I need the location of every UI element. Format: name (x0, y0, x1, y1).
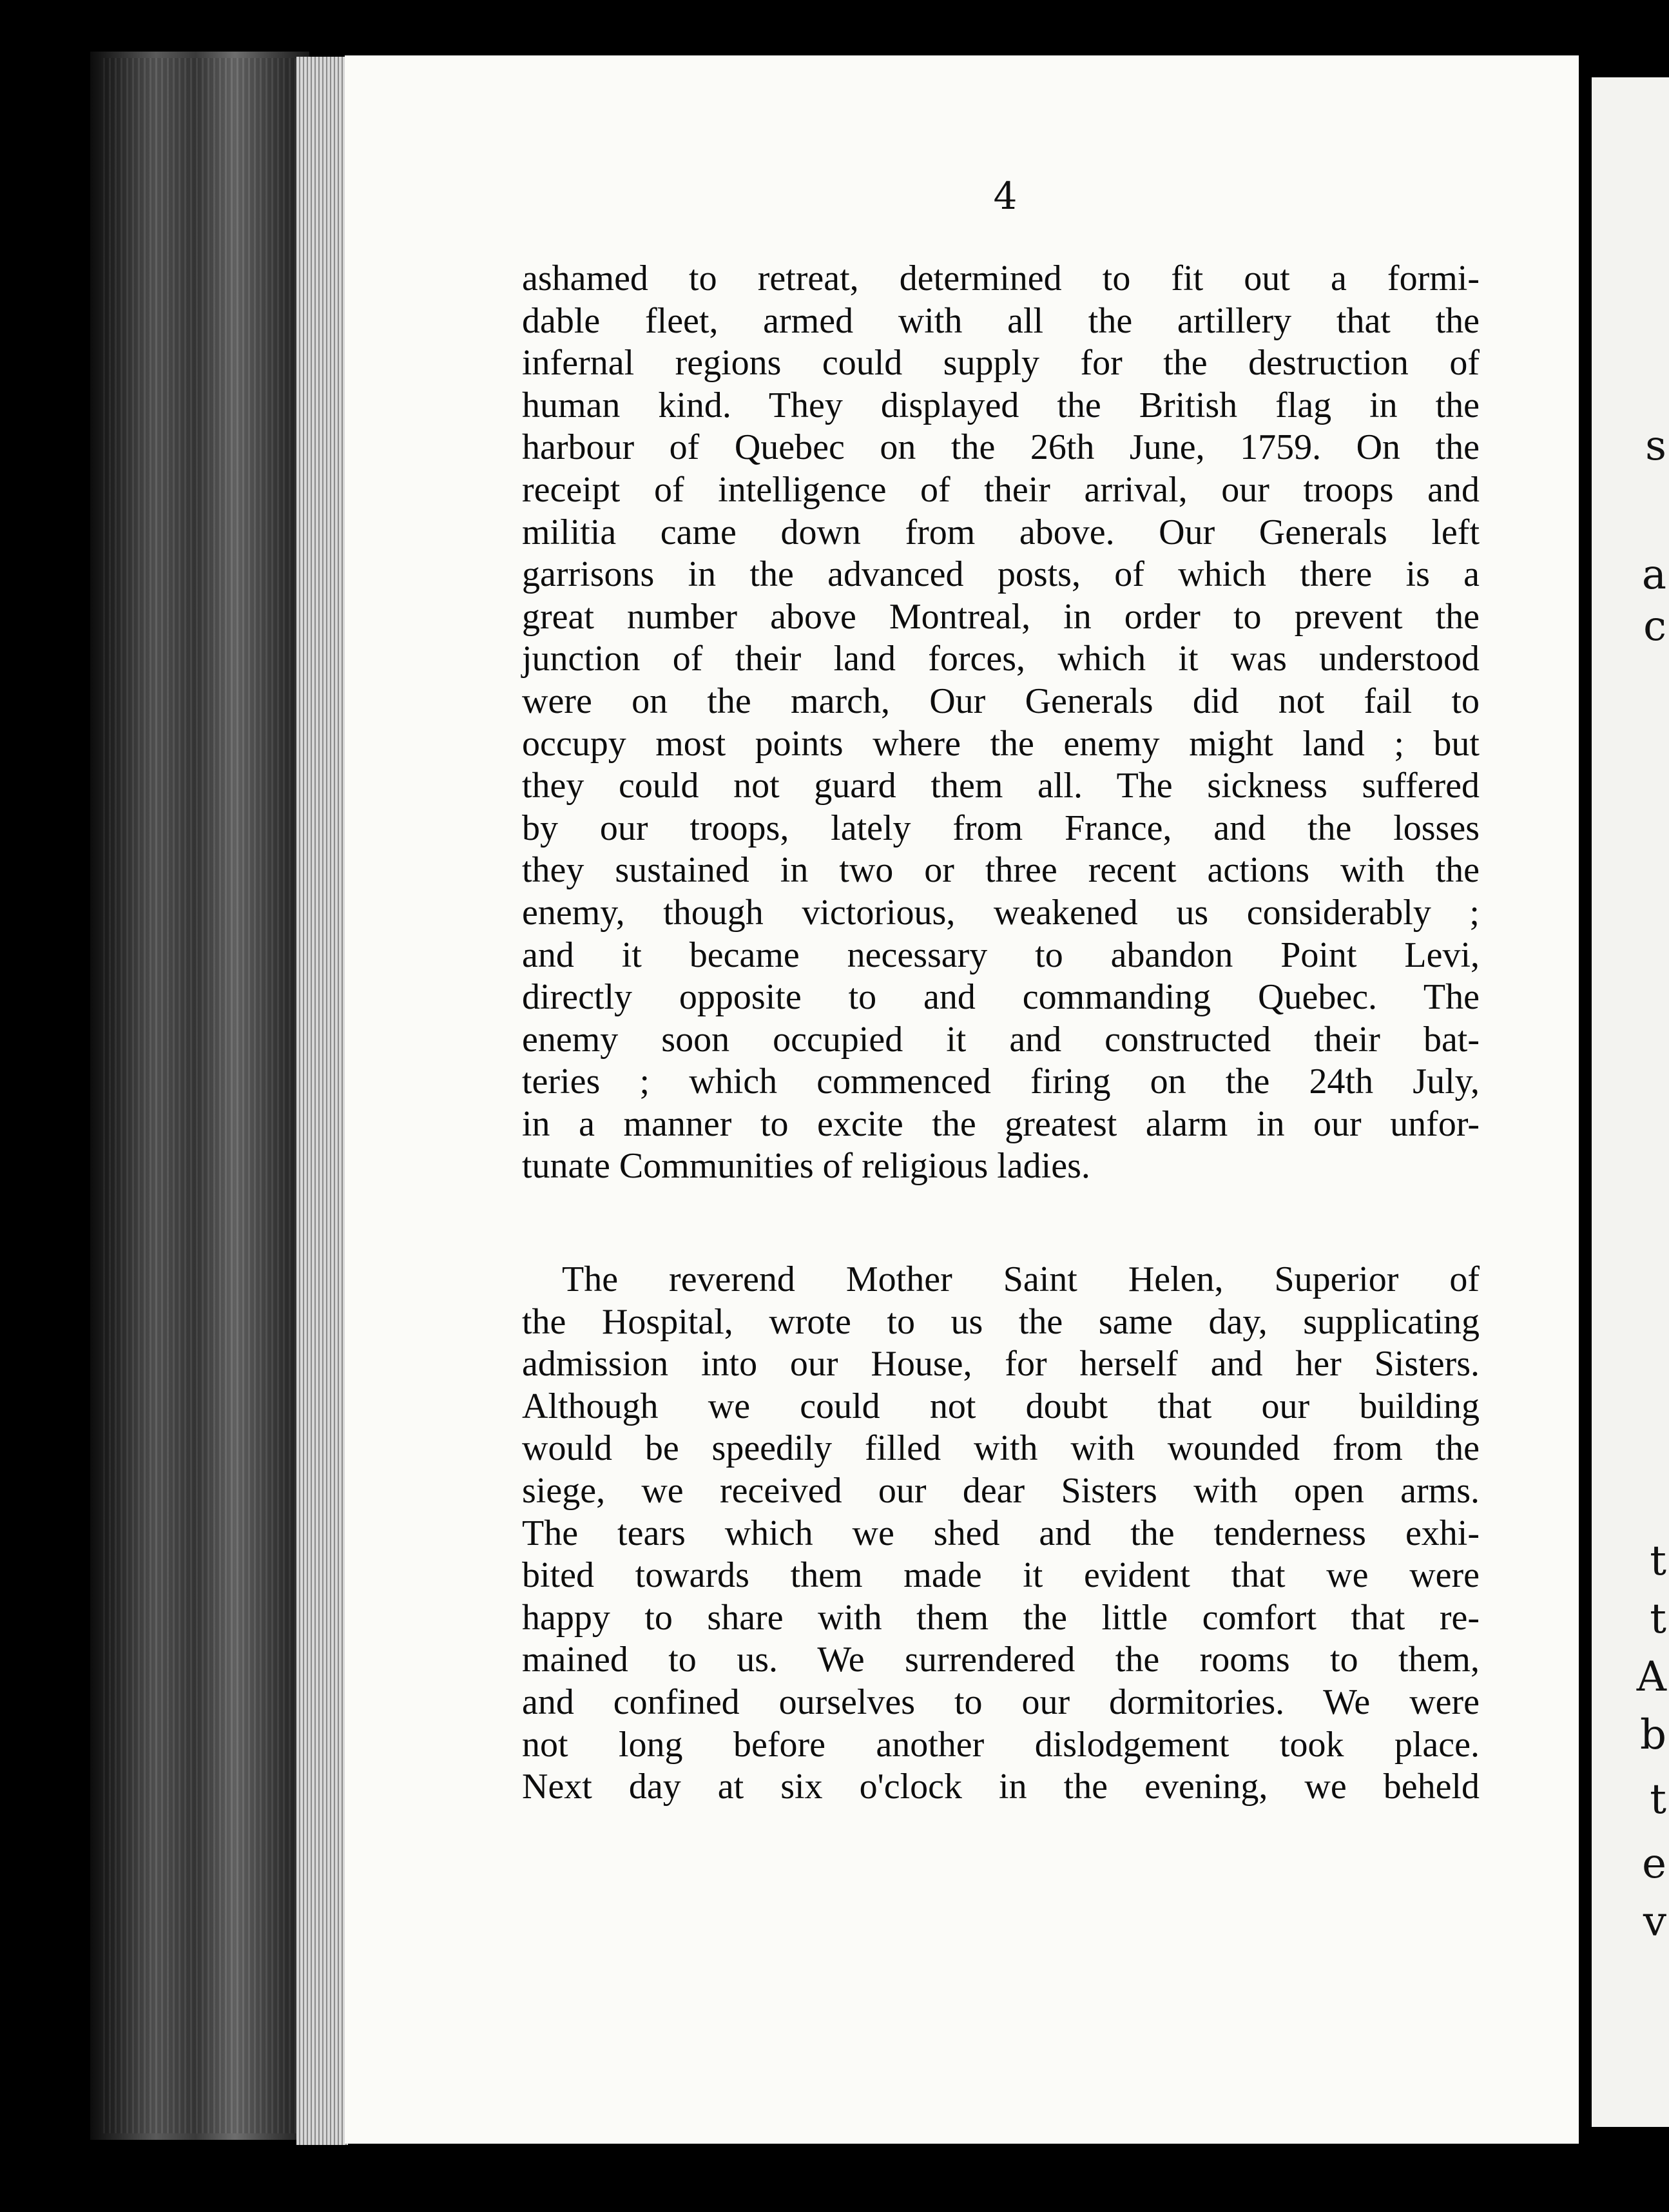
text-line: mained to us. We surrendered the rooms to them, (522, 1640, 1480, 1680)
text-line: The reverend Mother Saint Helen, Superior of (562, 1259, 1480, 1300)
text-line: and it became necessary to abandon Point Levi, (522, 935, 1480, 975)
facing-page-strip (1592, 77, 1669, 2127)
text-line: bited towards them made it evident that we were (522, 1555, 1480, 1596)
text-line: in a manner to excite the greatest alarm in our unfor- (522, 1103, 1480, 1144)
facing-fragment: a (1641, 551, 1666, 599)
facing-fragment: b (1640, 1711, 1666, 1759)
text-line: directly opposite to and commanding Quebec. The (522, 977, 1480, 1018)
text-line: they sustained in two or three recent actions with the (522, 850, 1480, 891)
page-number: 4 (993, 174, 1018, 218)
paragraph-2 (522, 1259, 1480, 1809)
text-line: infernal regions could supply for the destruction of (522, 343, 1480, 383)
paragraph-1 (522, 258, 1480, 1188)
text-line: enemy soon occupied it and constructed their bat- (522, 1019, 1480, 1060)
facing-fragment: c (1643, 603, 1666, 650)
text-line: enemy, though victorious, weakened us considerably ; (522, 892, 1480, 933)
text-line: human kind. They displayed the British flag in the (522, 385, 1480, 425)
text-line: Next day at six o'clock in the evening, we beheld (522, 1767, 1480, 1807)
text-line: harbour of Quebec on the 26th June, 1759. On the (522, 427, 1480, 468)
text-line: by our troops, lately from France, and the losses (522, 808, 1480, 848)
text-line: receipt of intelligence of their arrival, our troops and (522, 469, 1480, 510)
paragraph-gap (522, 1188, 1480, 1259)
text-line: teries ; which commenced firing on the 24th July, (522, 1062, 1480, 1102)
text-line: occupy most points where the enemy might land ; but (522, 723, 1480, 764)
text-line: dable fleet, armed with all the artillery that the (522, 300, 1480, 341)
text-line: Although we could not doubt that our building (522, 1386, 1480, 1426)
body-text (522, 258, 1480, 1809)
text-line: militia came down from above. Our Generals left (522, 512, 1480, 552)
text-line: garrisons in the advanced posts, of which there is a (522, 554, 1480, 595)
text-line: not long before another dislodgement took place. (522, 1724, 1480, 1765)
facing-fragment: t (1650, 1595, 1666, 1643)
facing-fragment: t (1650, 1776, 1666, 1823)
text-line: tunate Communities of religious ladies. (522, 1146, 1090, 1187)
text-line: siege, we received our dear Sisters with open arms. (522, 1471, 1480, 1511)
text-line: happy to share with them the little comfort that re- (522, 1597, 1480, 1638)
text-line: and confined ourselves to our dormitories. We were (522, 1682, 1480, 1722)
text-line: were on the march, Our Generals did not fail to (522, 681, 1480, 721)
text-line: admission into our House, for herself and her Sisters. (522, 1344, 1480, 1384)
facing-fragment: v (1643, 1898, 1666, 1946)
text-line: great number above Montreal, in order to prevent the (522, 596, 1480, 637)
facing-fragment: s (1645, 422, 1666, 470)
facing-fragment: A (1636, 1653, 1666, 1701)
text-line: they could not guard them all. The sickness suffered (522, 766, 1480, 806)
text-line: junction of their land forces, which it was understood (522, 639, 1480, 679)
text-line: The tears which we shed and the tenderness exhi- (522, 1513, 1480, 1553)
text-line: ashamed to retreat, determined to fit out a formi- (522, 258, 1480, 298)
text-line: would be speedily filled with with wounded from the (522, 1428, 1480, 1469)
text-line: the Hospital, wrote to us the same day, supplicating (522, 1301, 1480, 1342)
fore-edge-texture (103, 58, 309, 2133)
page-stack-edge (296, 57, 348, 2145)
facing-fragment: t (1650, 1537, 1666, 1585)
facing-fragment: e (1642, 1840, 1666, 1888)
